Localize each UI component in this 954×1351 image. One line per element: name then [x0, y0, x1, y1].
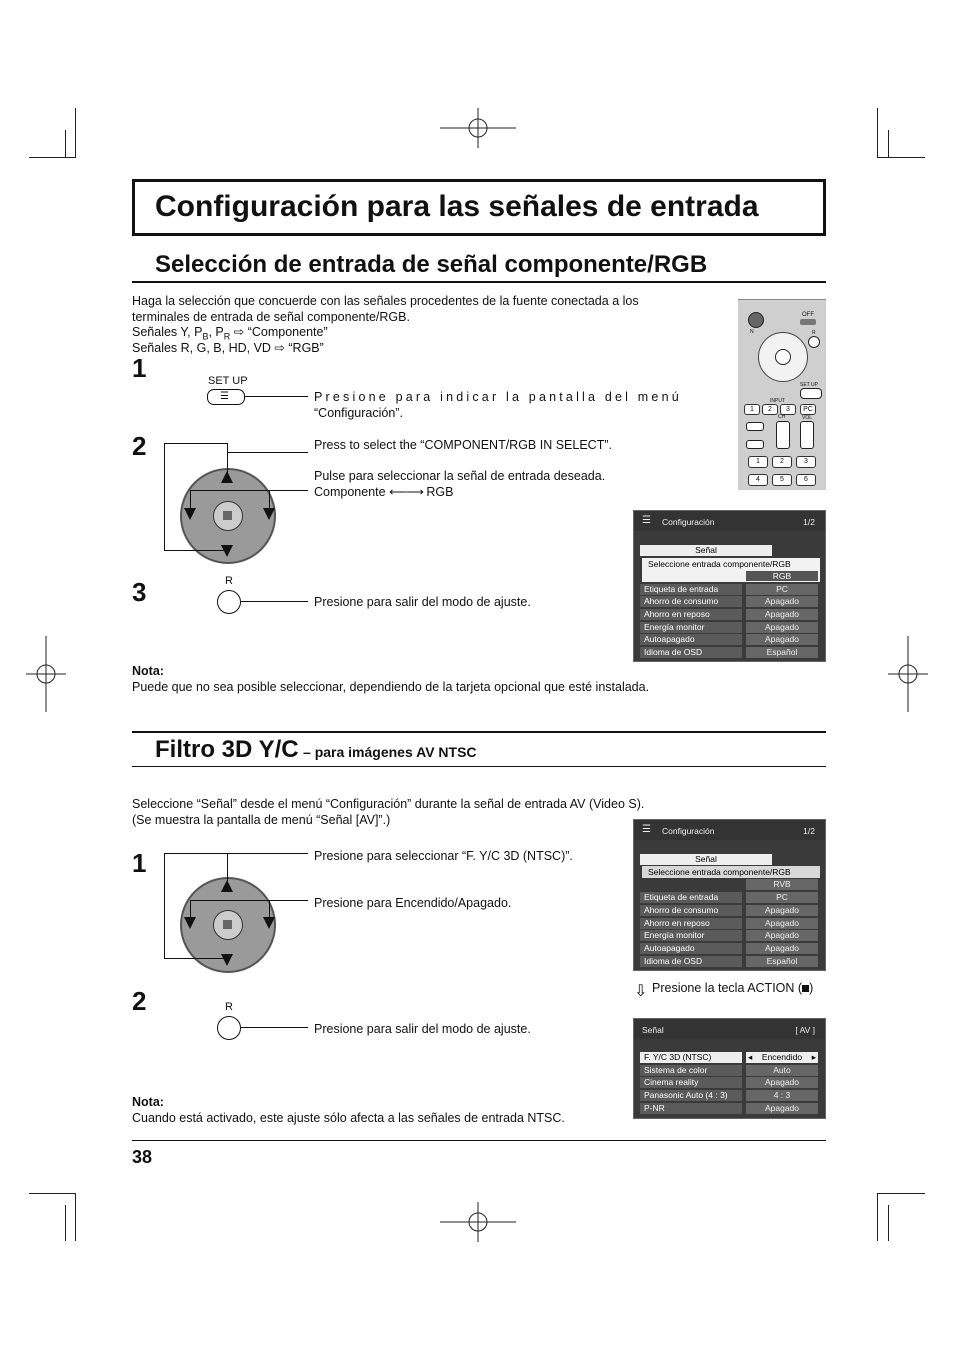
osd-row-label: P-NR — [640, 1103, 742, 1114]
vol-rocker — [800, 421, 814, 449]
osd-select-label: Seleccione entrada componente/RGB — [648, 867, 791, 877]
pad-bracket — [164, 853, 165, 959]
osd-header — [634, 820, 825, 840]
setup-label: SET UP — [208, 375, 248, 387]
osd-row-label: Autoapagado — [640, 943, 742, 954]
leader-line — [228, 452, 308, 453]
step-number: 3 — [132, 577, 147, 607]
registration-mark — [440, 108, 516, 148]
osd-row-label: Energía monitor — [640, 622, 742, 633]
osd-title: Configuración — [662, 517, 715, 527]
rgb-label: RGB — [426, 485, 454, 499]
menu-icon: ☰ — [642, 515, 651, 526]
double-arrow-icon: ⟵⟶ — [389, 485, 423, 499]
section2-intro-line2: (Se muestra la pantalla de menú “Señal [AV]”.) — [132, 813, 391, 827]
down-arrow-icon — [221, 954, 233, 966]
osd-row-value: Auto — [746, 1065, 818, 1076]
signals-rgb-suffix: “RGB” — [288, 341, 324, 355]
crop-mark — [888, 1205, 889, 1241]
leader-line — [241, 1027, 308, 1028]
signals-rgb — [132, 340, 324, 356]
pad-bracket — [164, 958, 228, 959]
r-label: R — [225, 575, 233, 587]
page-title: Configuración para las señales de entrada — [155, 190, 759, 223]
r-label: R — [225, 1001, 233, 1013]
step1-text-1: Presione para indicar la pantalla del menú — [314, 390, 682, 404]
osd-row-label: Etiqueta de entrada — [640, 584, 742, 595]
input-label: INPUT — [770, 398, 785, 404]
crop-mark — [65, 130, 66, 158]
up-arrow-icon — [221, 880, 233, 892]
menu-icon: ☰ — [642, 824, 651, 835]
dpad-center-square — [223, 920, 232, 929]
osd-signal-tab: Señal — [640, 545, 772, 556]
right-arrow-icon — [263, 917, 275, 929]
osd-row-label: Ahorro de consumo — [640, 596, 742, 607]
section2-rule — [132, 766, 826, 767]
osd-row-value: Encendido — [761, 1052, 803, 1062]
step-number: 2 — [132, 431, 147, 461]
osd-page: 1/2 — [803, 517, 815, 527]
right-arrow-icon — [263, 508, 275, 520]
osd-row-value: 4 : 3 — [746, 1090, 818, 1101]
subscript-b: B — [202, 331, 209, 342]
osd-row-value: Apagado — [746, 943, 818, 954]
osd-select-value: RGB — [746, 571, 818, 581]
arrow-right-icon: ⇨ — [274, 341, 285, 355]
pad-bracket — [227, 853, 228, 881]
page-title-box — [132, 179, 826, 236]
input-button — [746, 422, 764, 431]
section2-intro-line1: Seleccione “Señal” desde el menú “Configuración” durante la señal de entrada AV (Video S). — [132, 797, 645, 811]
remote-key: 3 — [796, 456, 816, 468]
step-number: 1 — [132, 353, 147, 383]
note-text: Puede que no sea posible seleccionar, dependiendo de la tarjeta opcional que esté instalada. — [132, 680, 650, 694]
osd-page: 1/2 — [803, 826, 815, 836]
r-button[interactable] — [217, 1016, 241, 1040]
osd-row-label: Idioma de OSD — [640, 647, 742, 658]
osd-row-label: Ahorro en reposo — [640, 918, 742, 929]
osd-title: Señal — [642, 1025, 664, 1035]
remote-key: PC — [800, 404, 816, 415]
pad-bracket — [227, 443, 228, 473]
remote-key: 2 — [762, 404, 778, 415]
pad-bracket — [164, 550, 228, 551]
osd-row-value: Apagado — [746, 609, 818, 620]
osd-row-value: PC — [746, 584, 818, 595]
note-title: Nota: — [132, 1095, 164, 1109]
setup-label: SET UP — [800, 382, 818, 388]
pad-bracket — [269, 490, 270, 508]
step2-text-en: Press to select the “COMPONENT/RGB IN SELECT”. — [314, 438, 612, 452]
remote-key: 2 — [772, 456, 792, 468]
registration-mark — [440, 1202, 516, 1242]
down-arrow-icon — [221, 545, 233, 557]
dpad-center-square — [223, 511, 232, 520]
crop-mark — [878, 157, 925, 158]
crop-mark — [878, 1193, 925, 1194]
osd-row-value: PC — [746, 892, 818, 903]
section2-step2-text: Presione para salir del modo de ajuste. — [314, 1022, 531, 1036]
vol-label: VOL — [802, 415, 813, 421]
section2-heading-suffix: – para imágenes AV NTSC — [303, 744, 477, 760]
chevron-left-icon: ◂ — [748, 1052, 753, 1062]
note-text: Cuando está activado, este ajuste sólo afecta a las señales de entrada NTSC. — [132, 1111, 565, 1125]
osd-row-label: Idioma de OSD — [640, 956, 742, 967]
pad-bracket — [164, 443, 228, 444]
section1-rule — [132, 281, 826, 283]
step2-text-es: Pulse para seleccionar la señal de entrada deseada. — [314, 469, 606, 483]
osd-header — [634, 1019, 825, 1039]
osd-row-label: Energía monitor — [640, 930, 742, 941]
note-title: Nota: — [132, 664, 164, 678]
step2-toggle — [314, 484, 453, 500]
osd-row-label: Panasonic Auto (4 : 3) — [640, 1090, 742, 1101]
section2-heading-main: Filtro 3D Y/C — [155, 736, 299, 763]
crop-mark — [65, 1205, 66, 1241]
r-button — [808, 336, 820, 348]
crop-mark — [877, 108, 878, 158]
leader-line — [270, 490, 308, 491]
osd-tag: [ AV ] — [795, 1025, 815, 1035]
osd-row-value: Apagado — [746, 634, 818, 645]
osd-config-menu — [633, 510, 826, 662]
crop-mark — [877, 1193, 878, 1241]
remote-key: 6 — [796, 474, 816, 486]
remote-key: 4 — [748, 474, 768, 486]
action-square-icon — [802, 985, 809, 992]
signals-rgb-prefix: Señales R, G, B, HD, VD — [132, 341, 271, 355]
section2-top-rule — [132, 731, 826, 733]
crop-mark — [888, 130, 889, 158]
signals-ypbpr-prefix: Señales Y, P — [132, 325, 203, 339]
osd-row-label: Ahorro en reposo — [640, 609, 742, 620]
component-label: Componente — [314, 485, 386, 499]
off-button — [800, 319, 816, 325]
n-label: N — [750, 329, 754, 335]
leader-line — [228, 853, 308, 854]
off-label: OFF — [802, 312, 814, 318]
crop-mark — [29, 1193, 75, 1194]
remote-dpad-center — [775, 349, 791, 365]
osd-select-row — [642, 558, 820, 582]
osd-row-value: Apagado — [746, 905, 818, 916]
leader-line — [244, 396, 308, 397]
pad-bracket — [164, 443, 165, 550]
leader-line — [270, 900, 308, 901]
osd-row-value: Apagado — [746, 596, 818, 607]
pad-bracket — [269, 900, 270, 918]
osd-row-value: Español — [746, 647, 818, 658]
crop-mark — [29, 157, 75, 158]
remote-key: 3 — [780, 404, 796, 415]
left-arrow-icon — [184, 917, 196, 929]
up-arrow-icon — [221, 471, 233, 483]
osd-signal-menu — [633, 1018, 826, 1119]
left-arrow-icon — [184, 508, 196, 520]
section2-step1-text-a: Presione para seleccionar “F. Y/C 3D (NTSC)”. — [314, 849, 573, 863]
footer-rule — [132, 1140, 826, 1141]
down-arrow-icon: ⇩ — [634, 983, 648, 1000]
osd-row-label: Etiqueta de entrada — [640, 892, 742, 903]
osd-row-value: Español — [746, 956, 818, 967]
osd-signal-tab: Señal — [640, 854, 772, 865]
signals-ypbpr-suffix: “Componente” — [247, 325, 328, 339]
crop-mark — [75, 1193, 76, 1241]
step-number: 1 — [132, 848, 147, 878]
osd-select-label: Seleccione entrada componente/RGB — [648, 559, 791, 569]
osd-row-value: Apagado — [746, 1103, 818, 1114]
osd-row-value: Apagado — [746, 1077, 818, 1088]
mute-button — [746, 440, 764, 449]
action-text: Presione la tecla ACTION ( — [652, 981, 803, 995]
remote-key: 1 — [748, 456, 768, 468]
crop-mark — [75, 108, 76, 158]
pad-bracket — [190, 490, 191, 508]
osd-row-label: Autoapagado — [640, 634, 742, 645]
page-number: 38 — [132, 1147, 153, 1167]
registration-mark — [26, 636, 66, 712]
osd-config-menu — [633, 819, 826, 971]
pad-bracket — [190, 900, 270, 901]
action-close: ) — [809, 981, 814, 995]
remote-control-illustration — [738, 299, 826, 490]
osd-title: Configuración — [662, 826, 715, 836]
osd-row-value: Apagado — [746, 918, 818, 929]
r-label: R — [812, 330, 816, 336]
ch-rocker — [776, 421, 790, 449]
osd-row-value-selected — [746, 1052, 818, 1063]
remote-key: 1 — [744, 404, 760, 415]
signals-sep: , P — [208, 325, 224, 339]
step3-text: Presione para salir del modo de ajuste. — [314, 595, 531, 609]
pad-bracket — [190, 900, 191, 918]
section2-step1-text-b: Presione para Encendido/Apagado. — [314, 896, 512, 910]
chevron-right-icon: ▸ — [811, 1052, 816, 1062]
section2-heading — [155, 736, 477, 764]
menu-icon: ☰ — [220, 391, 229, 402]
arrow-right-icon: ⇨ — [233, 325, 245, 339]
leader-line — [241, 601, 308, 602]
osd-row-label: F. Y/C 3D (NTSC) — [640, 1052, 742, 1063]
setup-button[interactable] — [207, 389, 245, 405]
registration-mark — [888, 636, 928, 712]
step1-text-2: “Configuración”. — [314, 406, 403, 420]
setup-button — [800, 388, 822, 399]
remote-key: 5 — [772, 474, 792, 486]
osd-select-row — [642, 866, 820, 878]
subscript-r: R — [223, 331, 231, 342]
osd-select-value: RVB — [746, 879, 818, 890]
section1-intro-line2: terminales de entrada de señal componente/RGB. — [132, 310, 410, 324]
osd-row-value: Apagado — [746, 622, 818, 633]
power-on-icon — [748, 312, 764, 328]
ch-label: CH — [778, 414, 786, 420]
step-number: 2 — [132, 986, 147, 1016]
section1-intro-line1: Haga la selección que concuerde con las señales procedentes de la fuente conectada a los — [132, 294, 639, 308]
osd-row-value: Apagado — [746, 930, 818, 941]
r-button[interactable] — [217, 590, 241, 614]
section1-heading: Selección de entrada de señal componente/RGB — [155, 251, 708, 278]
osd-header — [634, 511, 825, 531]
osd-row-label: Cinema reality — [640, 1077, 742, 1088]
action-instruction — [652, 980, 813, 996]
osd-row-label: Ahorro de consumo — [640, 905, 742, 916]
osd-row-label: Sistema de color — [640, 1065, 742, 1076]
pad-bracket — [164, 853, 228, 854]
pad-bracket — [190, 490, 270, 491]
